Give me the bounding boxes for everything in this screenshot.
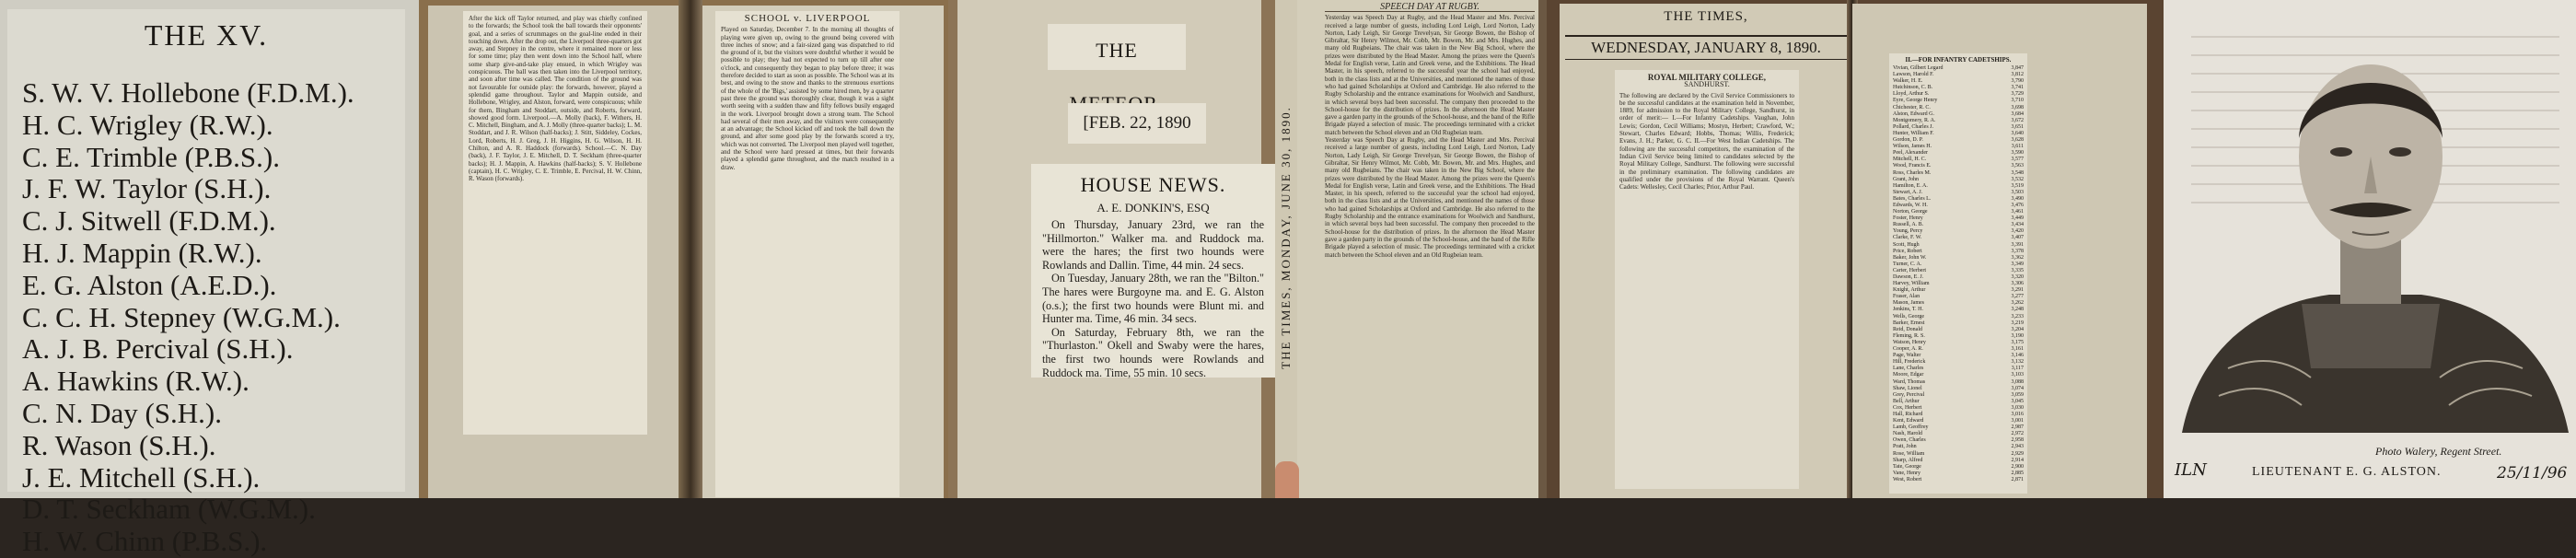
cadet-row — [1893, 183, 2024, 190]
times-january-panel — [1547, 0, 2164, 498]
cadet-row — [1893, 300, 2024, 307]
cadet-row — [1893, 307, 2024, 313]
cadet-row — [1893, 471, 2024, 477]
cadet-marks: 3,628 — [2011, 137, 2024, 144]
cadet-name: Grey, Percival — [1893, 391, 1925, 398]
player-name: D. T. Seckham (W.G.M.). — [22, 493, 316, 526]
cadet-row — [1893, 294, 2024, 300]
cadet-row — [1893, 437, 2024, 444]
cadet-marks: 3,349 — [2011, 261, 2024, 267]
cadet-row — [1893, 65, 2024, 72]
cadet-row — [1893, 320, 2024, 327]
cadet-marks: 3,640 — [2011, 130, 2024, 136]
cadet-row — [1893, 72, 2024, 78]
cadet-name: Pollard, Charles J. — [1893, 123, 1933, 130]
cadet-name: Montgomery, R. A. — [1893, 117, 1936, 123]
player-name: H. C. Wrigley (R.W.). — [22, 108, 273, 141]
sandhurst-text: The following are declared by the Civil Service Commissioners to be the successful candidates at the examination held in November, 1889, for admission to the Royal Military College, Sandhurst, in order of merit:— I.—For Infantry Cadetships. Vaughan, John Lewis; Gordon, Cecil Williams; Mostyn, Herbert; Crawford, W.; Stewart, Charles Edward; Hobbs, Thomas; Willis, Frederick; Evans, J. H.; Parker, G. C. II.—For West Indian Cadetships. The following are the successful competitors, the examination of the Indian Civil Service being limited to candidates selected by the Royal Military College, Sandhurst. The following were successful in the preliminary examination. The following candidates are qualified under the provisions of the Royal Warrant. Queen's Cadets: Wellesley, Cecil Charles; Prior, Arthur Paul. — [1619, 91, 1794, 192]
cadet-row — [1893, 196, 2024, 203]
cadet-marks: 3,248 — [2011, 307, 2024, 313]
cadet-marks: 3,001 — [2011, 418, 2024, 424]
cadet-row — [1893, 431, 2024, 437]
cadet-name: Owen, Charles — [1893, 437, 1926, 444]
cadet-name: Ross, Charles M. — [1893, 169, 1932, 176]
cadet-marks: 3,812 — [2011, 72, 2024, 78]
cadet-row — [1893, 255, 2024, 262]
cadet-marks: 3,790 — [2011, 78, 2024, 85]
cadet-name: Peel, Alexander — [1893, 150, 1928, 157]
cadet-marks: 3,306 — [2011, 281, 2024, 287]
cadet-name: Young, Percy — [1893, 228, 1923, 235]
cadet-marks: 3,030 — [2011, 404, 2024, 411]
cadet-marks: 3,519 — [2011, 182, 2024, 189]
player-name: S. W. V. Hollebone (F.D.M.). — [22, 76, 354, 109]
cadet-marks: 3,847 — [2011, 65, 2024, 71]
cadet-row — [1893, 366, 2024, 372]
cadet-name: Hutchinson, C. B. — [1893, 85, 1933, 91]
cadet-marks: 3,059 — [2011, 391, 2024, 398]
cadet-row — [1893, 392, 2024, 399]
cadet-marks: 3,045 — [2011, 398, 2024, 404]
cadet-name: Baker, John W. — [1893, 254, 1927, 261]
cadet-name: West, Robert — [1893, 476, 1922, 482]
cadet-row — [1893, 412, 2024, 418]
player-name: A. J. B. Percival (S.H.). — [22, 332, 294, 366]
xv-team-list-panel — [0, 0, 419, 558]
cadet-marks: 3,016 — [2011, 411, 2024, 417]
cadet-row — [1893, 124, 2024, 131]
cadet-name: Tate, George — [1893, 463, 1921, 470]
cadet-marks: 3,684 — [2011, 110, 2024, 117]
cadet-name: Rose, William — [1893, 450, 1925, 457]
cadet-marks: 3,291 — [2011, 287, 2024, 294]
meteor-masthead: THE — [1048, 24, 1186, 70]
cadet-marks: 3,741 — [2011, 85, 2024, 91]
player-name: H. W. Chinn (P.B.S.). — [22, 525, 268, 558]
scrapbook-page-right — [702, 6, 944, 498]
cadet-marks: 3,088 — [2011, 378, 2024, 385]
player-name: A. Hawkins (R.W.). — [22, 365, 249, 398]
cadet-marks: 3,219 — [2011, 320, 2024, 326]
cadet-marks: 2,871 — [2011, 476, 2024, 482]
cadet-marks: 3,362 — [2011, 254, 2024, 261]
cadet-marks: 3,161 — [2011, 346, 2024, 353]
cadet-name: Mitchell, H. C. — [1893, 157, 1927, 163]
cadet-marks: 3,563 — [2011, 163, 2024, 169]
cadet-name: Scott, Hugh — [1893, 241, 1920, 248]
player-name: J. F. W. Taylor (S.H.). — [22, 172, 272, 205]
cadet-name: Pratt, John — [1893, 444, 1917, 450]
book-gutter — [679, 0, 702, 498]
cadet-name: Lane, Charles — [1893, 366, 1924, 372]
cadet-row — [1893, 281, 2024, 287]
player-list — [22, 77, 354, 558]
sandhurst-subtitle: SANDHURST. — [1684, 80, 1730, 89]
cadet-row — [1893, 464, 2024, 471]
team-list-title: THE XV. — [144, 18, 269, 52]
handwritten-note-left: ILN — [2175, 460, 2207, 480]
cadet-row — [1893, 274, 2024, 281]
cadetship-title: II.—FOR INFANTRY CADETSHIPS. — [1905, 56, 2012, 64]
cadet-row — [1893, 157, 2024, 163]
cadet-marks: 3,262 — [2011, 300, 2024, 307]
cadet-name: Shaw, Lionel — [1893, 385, 1922, 391]
cadet-row — [1893, 314, 2024, 320]
cadet-name: Mason, James — [1893, 300, 1924, 307]
cadet-row — [1893, 327, 2024, 333]
photo-credit: Photo Walery, Regent Street. — [2375, 445, 2502, 458]
cadet-row — [1893, 163, 2024, 169]
cadet-name: Cooper, A. R. — [1893, 346, 1923, 353]
cadet-name: Gordon, D. P. — [1893, 137, 1923, 144]
player-name: H. J. Mappin (R.W.). — [22, 236, 262, 269]
cadet-name: Lamb, Geoffrey — [1893, 424, 1929, 431]
cadet-name: Jenkins, T. H. — [1893, 307, 1923, 313]
cadet-marks: 3,611 — [2011, 144, 2024, 150]
cadet-row — [1893, 372, 2024, 378]
cadet-marks: 3,461 — [2011, 209, 2024, 215]
cadet-marks: 2,929 — [2011, 450, 2024, 457]
cadet-row — [1893, 287, 2024, 294]
cadet-marks: 3,190 — [2011, 332, 2024, 339]
cadet-row — [1893, 333, 2024, 340]
cadet-marks: 2,900 — [2011, 463, 2024, 470]
cadet-row — [1893, 262, 2024, 268]
scrapbook-page — [957, 0, 1264, 498]
cadet-marks: 2,885 — [2011, 470, 2024, 476]
cadet-marks: 3,434 — [2011, 222, 2024, 228]
cadet-marks: 3,449 — [2011, 215, 2024, 222]
cadet-marks: 3,710 — [2011, 98, 2024, 104]
cadet-marks: 3,277 — [2011, 294, 2024, 300]
match-report-panel — [419, 0, 948, 498]
cadet-name: Moore, Edgar — [1893, 372, 1924, 378]
cadet-marks: 2,987 — [2011, 424, 2024, 431]
meteor-panel — [948, 0, 1275, 498]
cadet-row — [1893, 203, 2024, 209]
player-name: E. G. Alston (A.E.D.). — [22, 268, 277, 301]
cadet-row — [1893, 209, 2024, 215]
cadet-row — [1893, 451, 2024, 458]
cadet-row — [1893, 98, 2024, 104]
portrait-engraving — [2164, 0, 2576, 498]
player-name: C. J. Sitwell (F.D.M.). — [22, 204, 276, 238]
cadet-marks: 3,391 — [2011, 241, 2024, 248]
times-page-left — [1560, 4, 1852, 498]
cadet-name: Kent, Edward — [1893, 418, 1924, 424]
portrait-caption: LIEUTENANT E. G. ALSTON. — [2252, 465, 2442, 479]
handwritten-date: 25/11/96 — [2497, 464, 2568, 482]
cadet-marks: 3,204 — [2011, 326, 2024, 332]
cadet-row — [1893, 249, 2024, 255]
speech-day-heading: SPEECH DAY AT RUGBY. — [1325, 4, 1535, 12]
cadet-row — [1893, 353, 2024, 359]
cadet-name: Alston, Edward G. — [1893, 110, 1934, 117]
cadet-row — [1893, 228, 2024, 235]
cadet-name: Watson, Henry — [1893, 339, 1926, 345]
player-name: C. C. H. Stepney (W.G.M.). — [22, 300, 341, 333]
thumb — [1275, 461, 1299, 498]
house-news-subheading: A. E. DONKIN'S, ESQ — [1097, 201, 1210, 215]
cadet-row — [1893, 177, 2024, 183]
team-card — [7, 9, 405, 558]
cadet-name: Walker, H. E. — [1893, 78, 1923, 85]
cadet-name: Sharp, Alfred — [1893, 457, 1923, 463]
cadetship-list — [1893, 65, 2024, 483]
cadet-marks: 3,117 — [2011, 366, 2024, 372]
cadet-row — [1893, 105, 2024, 111]
cadet-name: Wilson, James H. — [1893, 144, 1932, 150]
match-report-clipping-left — [463, 11, 647, 435]
cadet-marks: 3,577 — [2011, 157, 2024, 163]
cadet-row — [1893, 379, 2024, 386]
cadet-marks: 3,103 — [2011, 372, 2024, 378]
cadet-name: Ward, Thomas — [1893, 378, 1926, 385]
match-report-text-right: Played on Saturday, December 7. In the morning all thoughts of playing were given up, owing to the ground being covered with three inches of snow; and a fair-sized gang was dispatched to rid the ground of it, but the visitors were doubtful whether it would be possible to play; they had not expected to turn up till after one o'clock, and consequently they began to play before three; it was therefore decided to start as soon as possible. The School was at its best, and owing to the snow and thanks to the strenuous exertions of the whole of the 'Bigs,' assisted by some hired men, by a quarter past three the ground was thoroughly clear, though it was a sight worth seeing with a sudden thaw and fifty fellows busily engaged in the work. Liverpool brought down a strong team. The School had several of their men away, and the visitors were consequently at an advantage; the School kicked off and took the ball down the ground, and after some good play by the forwards scored a try, which was not converted. The Liverpool men played well together, and the School were hard pressed at times, but their forwards played a splendid game throughout, and the match resulted in a draw. — [721, 26, 894, 171]
cadet-row — [1893, 458, 2024, 464]
match-report-text-left: After the kick off Taylor returned, and play was chiefly confined to the forwards; the School took the ball towards their opponents' goal, and a series of scrummages on the goal-line ended in their touching down. After the drop out, the Liverpool three-quarters got away, and Stepney in the centre, where it remained more or less for some time; play then went down into the School half, where some sharp give-and-take play ensued, in which Wrigley was conspicuous. The ball was then taken into the Liverpool territory, and soon after time was called. The condition of the ground was not favourable for outside play: the forwards, however, played a splendid game throughout. Taylor and Mappin outside, and Hollebone, Wrigley, and Alston, forward, were conspicuous; while for them, Bingham and Stoddart, outside, and Roberts, forward, showed good form. Liverpool.—A. Molly (back), F. Withers, H. C. Mitchell, Bingham, and A. J. Molly (three-quarter backs); L. M. Stoddart, and J. R. Wilson (half-backs); J. Stitt, Siddeley, Cockes, Lord, Roberts, H. J. Greg, J. H. Higgins, H. G. Wilson, H. H. Chilton, and A. R. Haddock (forwards). School.—C. N. Day (back), J. F. Taylor, J. E. Mitchell, D. T. Seckham (three-quarter backs); H. J. Mappin, A. Hawkins (half-backs); S. V. Hollebone (captain), H. C. Wrigley, C. E. Trimble, E. Percival, H. W. Chinn, R. Wason (forwards). — [469, 15, 642, 183]
cadet-name: Bell, Arthur — [1893, 398, 1920, 404]
cadet-name: Bates, Charles L. — [1893, 195, 1932, 202]
cadet-row — [1893, 346, 2024, 353]
cadet-marks: 3,503 — [2011, 189, 2024, 195]
cadet-name: Hill, Frederick — [1893, 359, 1926, 366]
cadet-name: Nash, Harold — [1893, 431, 1922, 437]
player-name: C. E. Trimble (P.B.S.). — [22, 140, 280, 173]
cadet-name: Hall, Richard — [1893, 411, 1923, 417]
cadet-row — [1893, 359, 2024, 366]
cadet-name: Foster, Henry — [1893, 215, 1923, 222]
cadet-marks: 2,958 — [2011, 437, 2024, 444]
cadet-marks: 3,335 — [2011, 267, 2024, 273]
sandhurst-clipping — [1615, 70, 1799, 489]
match-report-header: SCHOOL v. LIVERPOOL — [744, 13, 871, 24]
cadet-name: Chichester, R. C. — [1893, 104, 1931, 110]
cadet-marks: 3,729 — [2011, 91, 2024, 98]
cadet-name: Reid, Donald — [1893, 326, 1922, 332]
cadet-marks: 3,476 — [2011, 202, 2024, 208]
times-spine — [1275, 0, 1297, 498]
cadet-name: Lloyd, Arthur S. — [1893, 91, 1930, 98]
cadet-marks: 3,548 — [2011, 169, 2024, 176]
cadet-marks: 3,320 — [2011, 274, 2024, 280]
house-news-paragraph: On Saturday, February 8th, we ran the "Thurlaston." Okell and Swaby were the hares, the first two hounds were Rowlands and Ruddock ma. Time, 55 min. 10 secs. — [1042, 325, 1264, 379]
cadetship-list-clipping — [1889, 53, 2027, 494]
cadet-name: Turner, C. A. — [1893, 261, 1922, 267]
cadet-row — [1893, 399, 2024, 405]
cadet-marks: 3,590 — [2011, 150, 2024, 157]
cadet-name: Dawson, E. J. — [1893, 274, 1924, 280]
cadet-name: Grant, John — [1893, 176, 1919, 182]
cadet-marks: 2,943 — [2011, 444, 2024, 450]
cadet-row — [1893, 405, 2024, 412]
newspaper-page — [1297, 0, 1538, 498]
cadet-name: Vane, Henry — [1893, 470, 1920, 476]
cadet-name: Vivian, Gilbert Legard — [1893, 65, 1944, 71]
portrait-panel — [2164, 0, 2576, 498]
cadet-marks: 3,532 — [2011, 176, 2024, 182]
scrapbook-page-left — [428, 6, 679, 498]
cadet-name: Carter, Herbert — [1893, 267, 1927, 273]
player-name: C. N. Day (S.H.). — [22, 396, 222, 429]
times-spine-text: THE TIMES, MONDAY, JUNE 30, 1890. — [1279, 106, 1293, 369]
cadet-row — [1893, 340, 2024, 346]
cadet-marks: 3,420 — [2011, 228, 2024, 235]
cadet-row — [1893, 190, 2024, 196]
cadet-name: Edwards, W. H. — [1893, 202, 1928, 208]
cadet-marks: 3,407 — [2011, 235, 2024, 241]
cadet-name: Price, Robert — [1893, 248, 1922, 254]
cadet-row — [1893, 386, 2024, 392]
cadet-name: Knight, Arthur — [1893, 287, 1926, 294]
cadet-row — [1893, 137, 2024, 144]
cadet-marks: 3,672 — [2011, 117, 2024, 123]
cadet-name: Page, Walter — [1893, 353, 1921, 359]
cadet-marks: 2,914 — [2011, 457, 2024, 463]
cadet-row — [1893, 215, 2024, 222]
house-news-paragraph: On Thursday, January 23rd, we ran the "Hillmorton." Walker ma. and Ruddock ma. were the hares; the first two hounds were Rowlands and Dallin. Time, 44 min. 24 secs. — [1042, 218, 1264, 272]
cadet-row — [1893, 477, 2024, 483]
house-news-paragraph: On Tuesday, January 28th, we ran the "Bilton." The hares were Burgoyne ma. and E. G. Alston (o.s.); the first two hounds were Blunt mi. and Hunter ma. Time, 46 min. 34 secs. — [1042, 272, 1264, 326]
cadet-row — [1893, 131, 2024, 137]
cadet-row — [1893, 222, 2024, 228]
meteor-date: [FEB. 22, 1890 — [1068, 103, 1206, 144]
cadet-name: Norton, George — [1893, 209, 1928, 215]
cadet-name: Barker, Ernest — [1893, 320, 1925, 326]
cadet-name: Russell, A. B. — [1893, 222, 1924, 228]
times-date: WEDNESDAY, JANUARY 8, 1890. — [1565, 35, 1847, 60]
cadet-marks: 3,175 — [2011, 339, 2024, 345]
times-june-panel — [1275, 0, 1547, 498]
cadet-row — [1893, 78, 2024, 85]
house-news-clipping — [1031, 164, 1275, 378]
times-masthead: THE TIMES, — [1664, 9, 1748, 24]
cadet-row — [1893, 118, 2024, 124]
house-news-heading: HOUSE NEWS. — [1080, 173, 1226, 196]
cadet-name: Clarke, F. W. — [1893, 235, 1922, 241]
cadet-name: Hamilton, E. A. — [1893, 182, 1928, 189]
cadet-name: Cox, Herbert — [1893, 404, 1922, 411]
cadet-marks: 3,490 — [2011, 195, 2024, 202]
cadet-name: Eyre, George Henry — [1893, 98, 1938, 104]
cadet-name: Wells, George — [1893, 313, 1925, 320]
cadet-row — [1893, 85, 2024, 91]
cadet-row — [1893, 170, 2024, 177]
cadet-marks: 3,378 — [2011, 248, 2024, 254]
cadet-marks: 3,233 — [2011, 313, 2024, 320]
cadet-row — [1893, 111, 2024, 118]
cadet-row — [1893, 150, 2024, 157]
cadet-marks: 3,698 — [2011, 104, 2024, 110]
player-name: R. Wason (S.H.). — [22, 428, 216, 461]
cadet-name: Stewart, A. J. — [1893, 189, 1923, 195]
cadet-row — [1893, 444, 2024, 450]
cadet-name: Wood, Francis E. — [1893, 163, 1932, 169]
cadet-name: Hunter, William F. — [1893, 130, 1934, 136]
cadet-row — [1893, 268, 2024, 274]
sandhurst-title: ROYAL MILITARY COLLEGE, — [1647, 73, 1767, 82]
cadet-row — [1893, 235, 2024, 241]
cadet-row — [1893, 424, 2024, 431]
speech-day-column — [1325, 4, 1535, 492]
cadet-marks: 2,972 — [2011, 431, 2024, 437]
cadet-name: Harvey, William — [1893, 281, 1930, 287]
player-name: J. E. Mitchell (S.H.). — [22, 460, 261, 494]
cadet-marks: 3,074 — [2011, 385, 2024, 391]
match-report-clipping-right — [715, 11, 899, 497]
cadet-marks: 3,132 — [2011, 359, 2024, 366]
cadet-name: Fraser, Alan — [1893, 294, 1920, 300]
cadet-marks: 3,651 — [2011, 123, 2024, 130]
cadet-name: Lawson, Harold F. — [1893, 72, 1934, 78]
cadet-row — [1893, 242, 2024, 249]
speech-day-text: Yesterday was Speech Day at Rugby, and the Head Master and Mrs. Percival received a large number of guests, including Lord Leigh, Lord Norton, Lady Norton, Lady Leigh, Sir George Trevelyan, Sir George Bowen, the Bishop of Gibraltar, Sir Henry Wilmot, Mr. Cobb, Mr. Bowen, Mr. and Mrs. Hughes, and many old Rugbeians. The chair was taken in the New Big School, where the prizes were distributed by the Head Master. Among the prizes were the Queen's Medal for English verse, Latin and Greek verse, and the Exhibitions. The Head Master, in his speech, referred to the successful year the school had enjoyed, both in the class lists and at the Universities, and mentioned the names of those who had gained Scholarships at Oxford and Cambridge. He also referred to the Rugby Scholarship and the entrance examinations for Woolwich and Sandhurst, in which several boys had been successful. The company then proceeded to the School-house for the distribution of prizes. In the afternoon the Head Master gave a garden party in the grounds of the School-house, and the band of the Rifle Brigade played a selection of music. The proceedings terminated with a cricket match between the School eleven and an Old Rugbeian team. — [1325, 14, 1535, 136]
times-page-right — [1852, 4, 2147, 498]
cadet-name: Fleming, R. S. — [1893, 332, 1925, 339]
cadet-row — [1893, 91, 2024, 98]
cadet-row — [1893, 144, 2024, 150]
cadet-marks: 3,146 — [2011, 353, 2024, 359]
speech-day-text: Yesterday was Speech Day at Rugby, and the Head Master and Mrs. Percival received a large number of guests, including Lord Leigh, Lord Norton, Lady Norton, Lady Leigh, Sir George Trevelyan, Sir George Bowen, the Bishop of Gibraltar, Sir Henry Wilmot, Mr. Cobb, Mr. Bowen, Mr. and Mrs. Hughes, and many old Rugbeians. The chair was taken in the New Big School, where the prizes were distributed by the Head Master. Among the prizes were the Queen's Medal for English verse, Latin and Greek verse, and the Exhibitions. The Head Master, in his speech, referred to the successful year the school had enjoyed, both in the class lists and at the Universities, and mentioned the names of those who had gained Scholarships at Oxford and Cambridge. He also referred to the Rugby Scholarship and the entrance examinations for Woolwich and Sandhurst, in which several boys had been successful. The company then proceeded to the School-house for the distribution of prizes. In the afternoon the Head Master gave a garden party in the grounds of the School-house, and the band of the Rifle Brigade played a selection of music. The proceedings terminated with a cricket match between the School eleven and an Old Rugbeian team. — [1325, 136, 1535, 259]
